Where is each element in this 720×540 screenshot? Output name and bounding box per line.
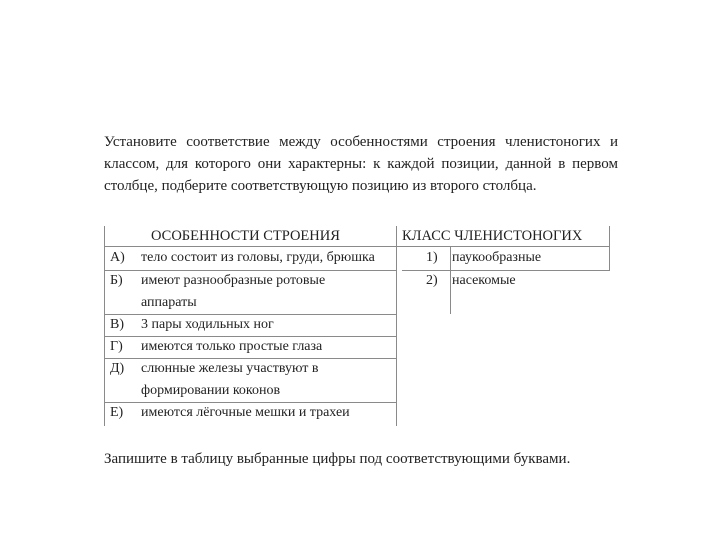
feature-text: имеют разнообразные ротовые [141,273,326,288]
feature-letter: В) [110,317,124,332]
feature-text: 3 пары ходильных ног [141,317,274,332]
feature-text: тело состоит из головы, груди, брюшка [141,250,375,265]
feature-row-d [104,358,396,402]
feature-row-v [104,314,396,336]
class-row-2 [402,270,612,292]
matching-table [104,226,610,426]
feature-letter: Е) [110,405,124,420]
class-number: 2) [426,273,438,288]
instruction-line-1: Установите соответствие между особенностями строения членистоногих [104,134,601,150]
classes-column-header: КЛАСС ЧЛЕНИСТОНОГИХ [402,228,583,244]
table-border-middle [396,226,397,426]
instruction-line-3: первом столбце, подберите соответствующую позицию из второго столбца. [104,156,618,194]
class-row-1 [402,247,612,269]
class-number: 1) [426,250,438,265]
feature-row-b [104,270,396,314]
class-label: насекомые [452,273,516,288]
features-column-header: ОСОБЕННОСТИ СТРОЕНИЯ [151,228,340,244]
feature-letter: Д) [110,361,125,376]
feature-row-a [104,247,396,269]
feature-letter: Г) [110,339,123,354]
answer-instructions: Запишите в таблицу выбранные цифры под соответствующими буквами. [104,451,571,467]
feature-text: имеются только простые глаза [141,339,323,354]
feature-text-continued: формировании коконов [141,383,281,398]
feature-text-continued: аппараты [141,295,197,310]
task-instructions [104,131,618,197]
feature-text: имеются лёгочные мешки и трахеи [141,405,350,420]
feature-letter: А) [110,250,125,265]
feature-text: слюнные железы участвуют в [141,361,319,376]
feature-row-e [104,402,396,424]
feature-letter: Б) [110,273,123,288]
feature-row-g [104,336,396,358]
instruction-line-2: и классом, для которого они характерны: к каждой позиции, данной в [104,134,618,172]
class-label: паукообразные [452,250,542,265]
